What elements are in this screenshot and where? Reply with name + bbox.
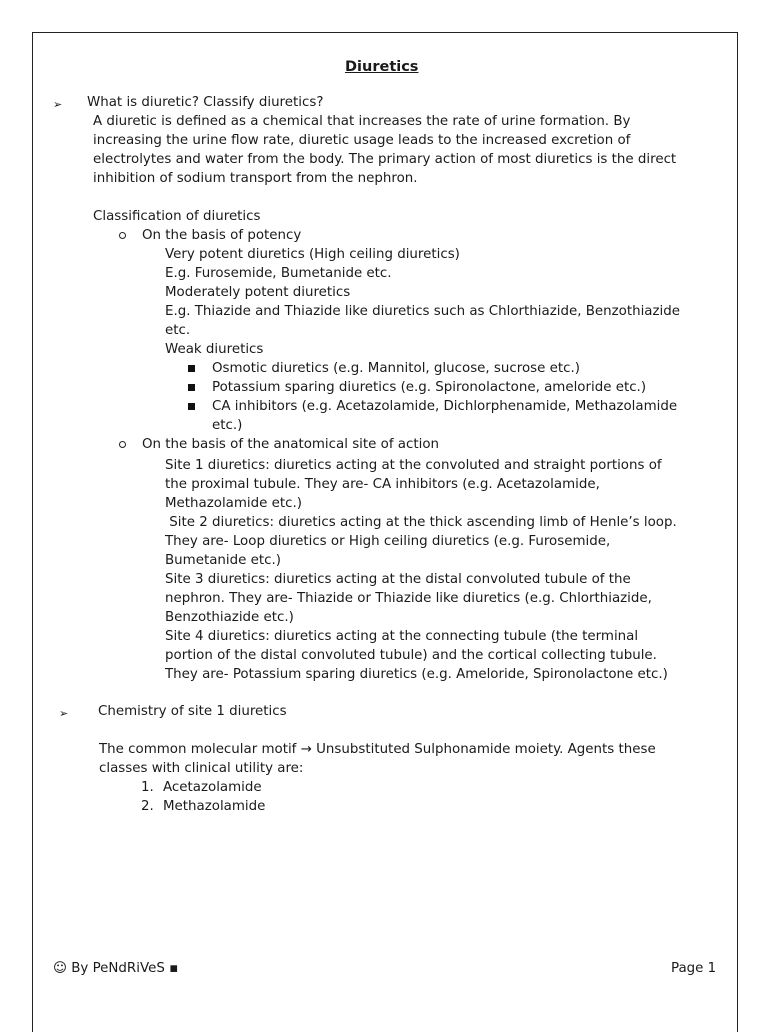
weak-diuretic-item: Osmotic diuretics (e.g. Mannitol, glucose, sucrose etc.) [212, 361, 580, 376]
potency-line: Weak diuretics [165, 342, 264, 357]
circle-bullet-icon [119, 232, 126, 239]
footer-author: ☺ By PeNdRiVeS ▪ [53, 961, 179, 976]
bullet-arrow-icon: ➢ [53, 98, 63, 111]
paragraph-line: The common molecular motif → Unsubstituted Sulphonamide moiety. Agents these [99, 742, 656, 757]
definition-line: electrolytes and water from the body. The primary action of most diuretics is the direct [93, 152, 677, 167]
potency-line: E.g. Furosemide, Bumetanide etc. [165, 266, 392, 281]
potency-heading: On the basis of potency [142, 228, 302, 243]
anatomical-line: They are- Potassium sparing diuretics (e.g. Ameloride, Spironolactone etc.) [165, 667, 668, 682]
potency-line: etc. [165, 323, 191, 338]
definition-line: increasing the urine flow rate, diuretic usage leads to the increased excretion of [93, 133, 631, 148]
anatomical-line: Site 1 diuretics: diuretics acting at the convoluted and straight portions of [165, 458, 662, 473]
anatomical-heading: On the basis of the anatomical site of action [142, 437, 440, 452]
circle-bullet-icon [119, 441, 126, 448]
anatomical-line: They are- Loop diuretics or High ceiling diuretics (e.g. Furosemide, [165, 534, 611, 549]
weak-diuretic-item: Potassium sparing diuretics (e.g. Spironolactone, ameloride etc.) [212, 380, 647, 395]
potency-line: E.g. Thiazide and Thiazide like diuretics such as Chlorthiazide, Benzothiazide [165, 304, 680, 319]
anatomical-line: Site 3 diuretics: diuretics acting at the distal convoluted tubule of the [165, 572, 631, 587]
question-heading: What is diuretic? Classify diuretics? [87, 95, 324, 110]
anatomical-line: Bumetanide etc.) [165, 553, 281, 568]
potency-line: Moderately potent diuretics [165, 285, 351, 300]
potency-line: Very potent diuretics (High ceiling diuretics) [165, 247, 460, 262]
definition-line: inhibition of sodium transport from the nephron. [93, 171, 418, 186]
square-bullet-icon [188, 365, 195, 372]
definition-line: A diuretic is defined as a chemical that increases the rate of urine formation. By [93, 114, 631, 129]
weak-diuretic-item: CA inhibitors (e.g. Acetazolamide, Dichlorphenamide, Methazolamide [212, 399, 678, 414]
anatomical-line: Site 2 diuretics: diuretics acting at the thick ascending limb of Henle’s loop. [165, 515, 677, 530]
paragraph-line: classes with clinical utility are: [99, 761, 304, 776]
page-title: Diuretics [345, 59, 419, 75]
anatomical-line: Methazolamide etc.) [165, 496, 302, 511]
anatomical-line: the proximal tubule. They are- CA inhibitors (e.g. Acetazolamide, [165, 477, 600, 492]
list-number: 1. [141, 780, 154, 795]
list-number: 2. [141, 799, 154, 814]
anatomical-line: Benzothiazide etc.) [165, 610, 294, 625]
anatomical-line: Site 4 diuretics: diuretics acting at the connecting tubule (the terminal [165, 629, 639, 644]
page-number: Page 1 [671, 961, 717, 976]
anatomical-line: portion of the distal convoluted tubule) and the cortical collecting tubule. [165, 648, 657, 663]
classification-heading: Classification of diuretics [93, 209, 261, 224]
section-heading: Chemistry of site 1 diuretics [98, 704, 287, 719]
anatomical-line: nephron. They are- Thiazide or Thiazide like diuretics (e.g. Chlorthiazide, [165, 591, 652, 606]
square-bullet-icon [188, 403, 195, 410]
list-item: Methazolamide [163, 799, 266, 814]
square-bullet-icon [188, 384, 195, 391]
weak-diuretic-item: etc.) [212, 418, 243, 433]
list-item: Acetazolamide [163, 780, 262, 795]
bullet-arrow-icon: ➢ [59, 707, 69, 720]
